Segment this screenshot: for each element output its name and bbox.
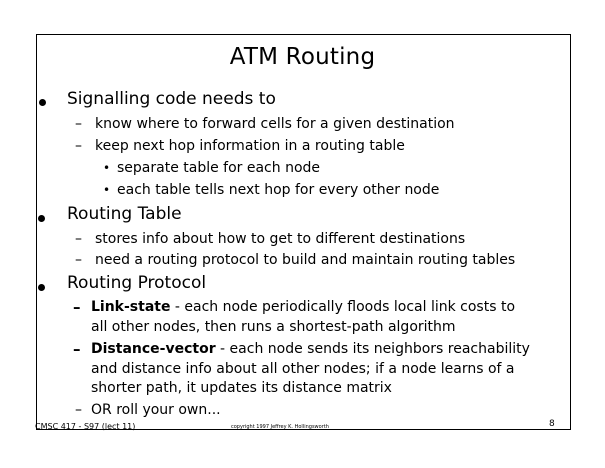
page-number: 8 [549,419,555,429]
dash-marker: – [75,116,82,132]
list-item-distance-vector [91,341,530,357]
bullet-icon [38,215,45,222]
section-heading: Routing Table [67,204,182,224]
sub-list-item: separate table for each node [117,160,321,176]
distance-vector-text: - each node sends its neighbors reachability [215,341,530,357]
list-item: OR roll your own... [91,402,221,418]
list-item-continuation: all other nodes, then runs a shortest-path algorithm [91,319,456,335]
link-state-text: - each node periodically floods local link costs to [170,299,516,315]
list-item: need a routing protocol to build and maintain routing tables [95,252,516,268]
dash-marker: – [75,138,82,154]
term-distance-vector: Distance-vector [91,341,216,357]
list-item-continuation: shorter path, it updates its distance matrix [91,380,392,396]
dash-marker: – [75,231,82,247]
section-heading: Signalling code needs to [67,89,276,109]
footer-course: CMSC 417 - S97 (lect 11) [35,422,136,431]
list-item-link-state [91,299,515,315]
bullet-icon [38,284,45,291]
footer-copyright: copyright 1997 Jeffrey K. Hollingsworth [231,424,329,430]
term-link-state: Link-state [91,299,171,315]
list-item: stores info about how to get to different destinations [95,231,466,247]
dot-marker: • [103,161,111,175]
dash-marker: – [73,298,81,316]
list-item: keep next hop information in a routing table [95,138,405,154]
bullet-icon [39,99,46,106]
list-item: know where to forward cells for a given destination [95,116,455,132]
dash-marker: – [75,402,82,418]
sub-list-item: each table tells next hop for every other node [117,182,440,198]
dot-marker: • [103,183,111,197]
dash-marker: – [75,252,82,268]
dash-marker: – [73,340,81,358]
list-item-continuation: and distance info about all other nodes; if a node learns of a [91,361,515,377]
section-heading: Routing Protocol [67,273,207,293]
slide-title: ATM Routing [229,44,376,70]
